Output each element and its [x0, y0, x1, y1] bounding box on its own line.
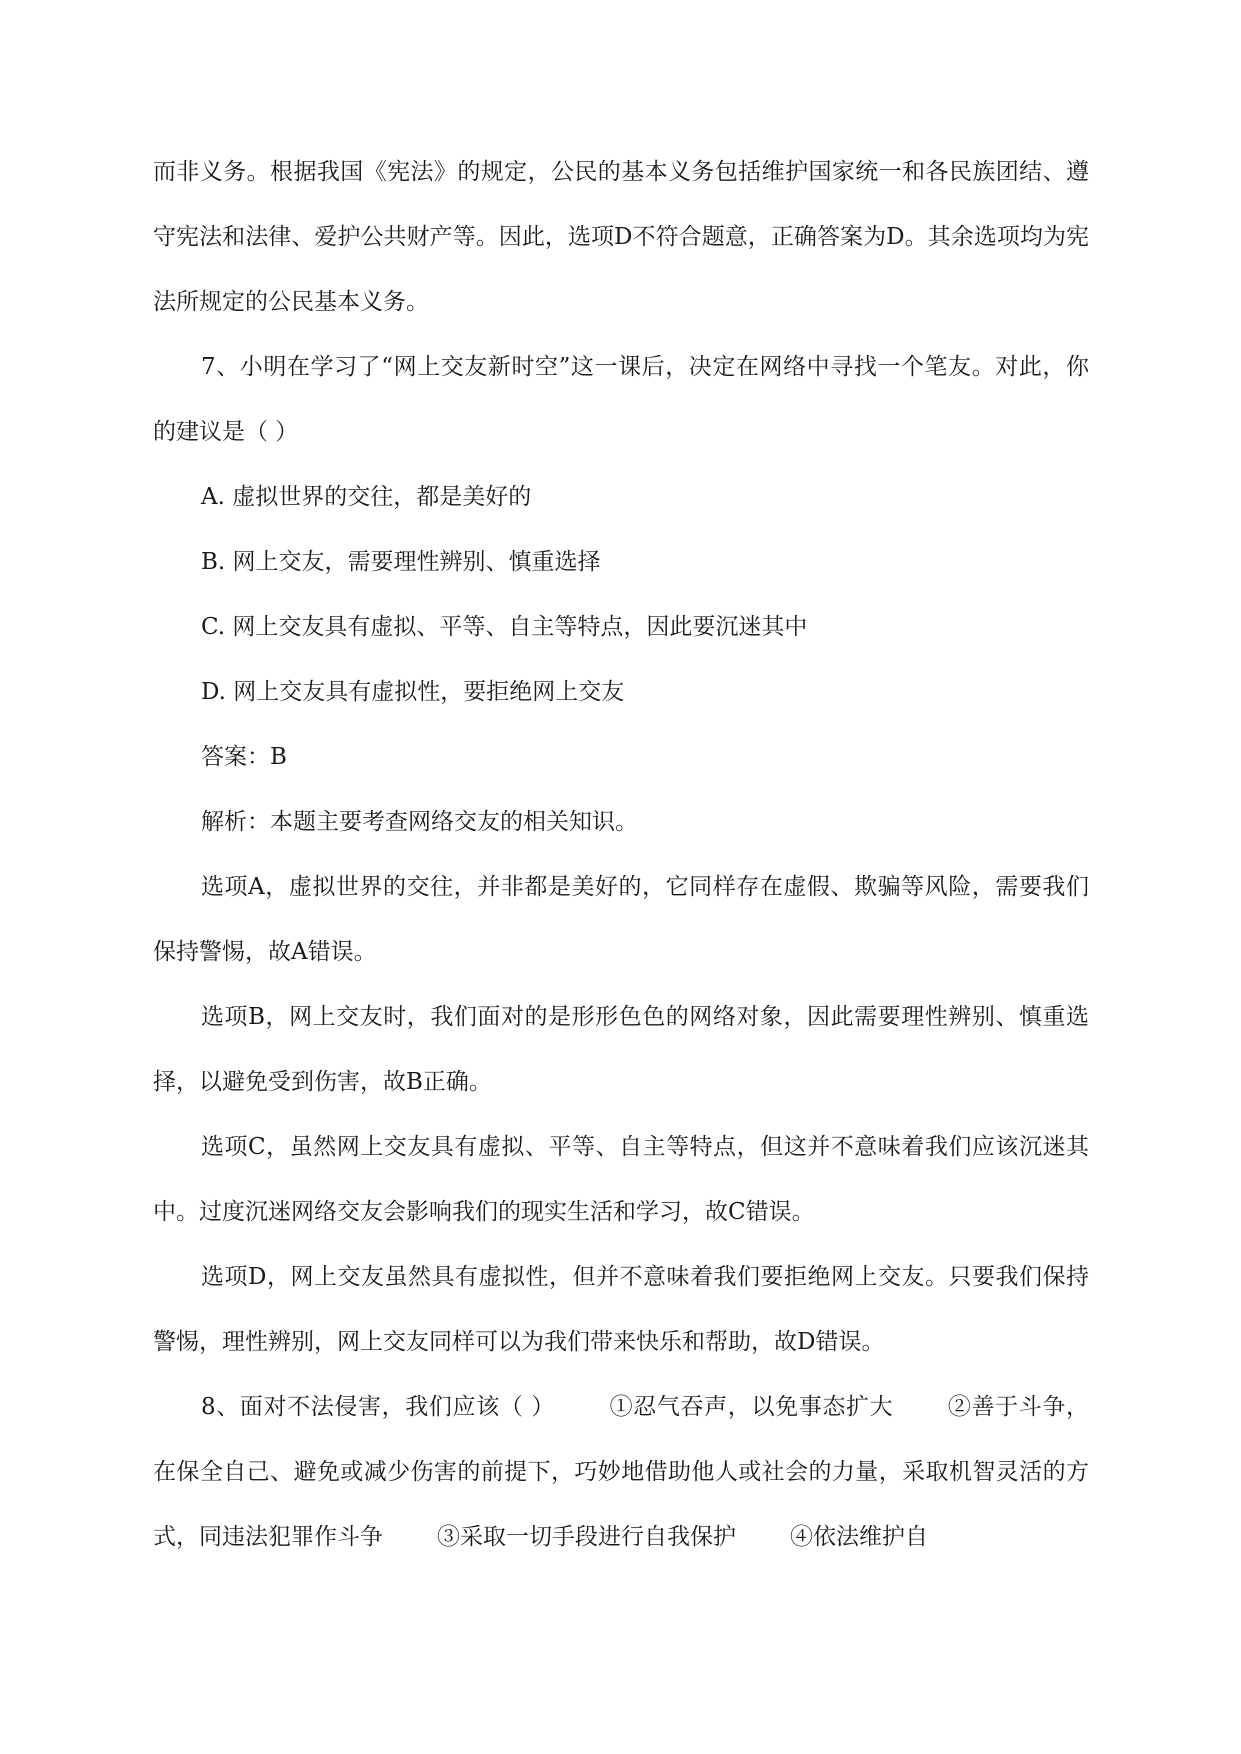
question-8-item-1: ①忍气吞声，以免事态扩大 [609, 1394, 894, 1420]
document-body [153, 140, 1089, 1570]
question-8-item-3: ③采取一切手段进行自我保护 [437, 1524, 736, 1550]
question-7-answer: 答案：B [201, 744, 287, 770]
question-8-stem [153, 1375, 1089, 1570]
question-7-analysis-option-a: 选项A，虚拟世界的交往，并非都是美好的，它同样存在虚假、欺骗等风险，需要我们保持警惕，故A错误。 [153, 874, 1089, 965]
question-7-stem: 7、小明在学习了“网上交友新时空”这一课后，决定在网络中寻找一个笔友。对此，你的建议是（ ） [153, 354, 1089, 445]
question-7-analysis-option-c: 选项C，虽然网上交友具有虚拟、平等、自主等特点，但这并不意味着我们应该沉迷其中。过度沉迷网络交友会影响我们的现实生活和学习，故C错误。 [153, 1134, 1089, 1225]
question-8-stem-text: 8、面对不法侵害，我们应该（ ） [201, 1394, 556, 1420]
question-7-analysis-option-d: 选项D，网上交友虽然具有虚拟性，但并不意味着我们要拒绝网上交友。只要我们保持警惕，理性辨别，网上交友同样可以为我们带来快乐和帮助，故D错误。 [153, 1264, 1089, 1355]
paragraph-previous-analysis: 而非义务。根据我国《宪法》的规定，公民的基本义务包括维护国家统一和各民族团结、遵守宪法和法律、爱护公共财产等。因此，选项D不符合题意，正确答案为D。其余选项均为宪法所规定的公民基本义务。 [153, 159, 1089, 315]
question-8-item-2: ②善于斗争，在保全自己、避免或减少伤害的前提下，巧妙地借助他人或社会的力量，采取机智灵活的方式，同违法犯罪作斗争 [153, 1394, 1090, 1550]
question-7-analysis-option-b: 选项B，网上交友时，我们面对的是形形色色的网络对象，因此需要理性辨别、慎重选择，以避免受到伤害，故B正确。 [153, 1004, 1089, 1095]
question-7-analysis-intro: 解析：本题主要考查网络交友的相关知识。 [201, 809, 638, 835]
question-7-option-d: D. 网上交友具有虚拟性，要拒绝网上交友 [201, 679, 625, 705]
question-7-option-a: A. 虚拟世界的交往，都是美好的 [201, 484, 532, 510]
question-8-item-4: ④依法维护自 [790, 1524, 928, 1550]
question-7-option-b: B. 网上交友，需要理性辨别、慎重选择 [201, 549, 601, 575]
question-7-option-c: C. 网上交友具有虚拟、平等、自主等特点，因此要沉迷其中 [201, 614, 808, 640]
